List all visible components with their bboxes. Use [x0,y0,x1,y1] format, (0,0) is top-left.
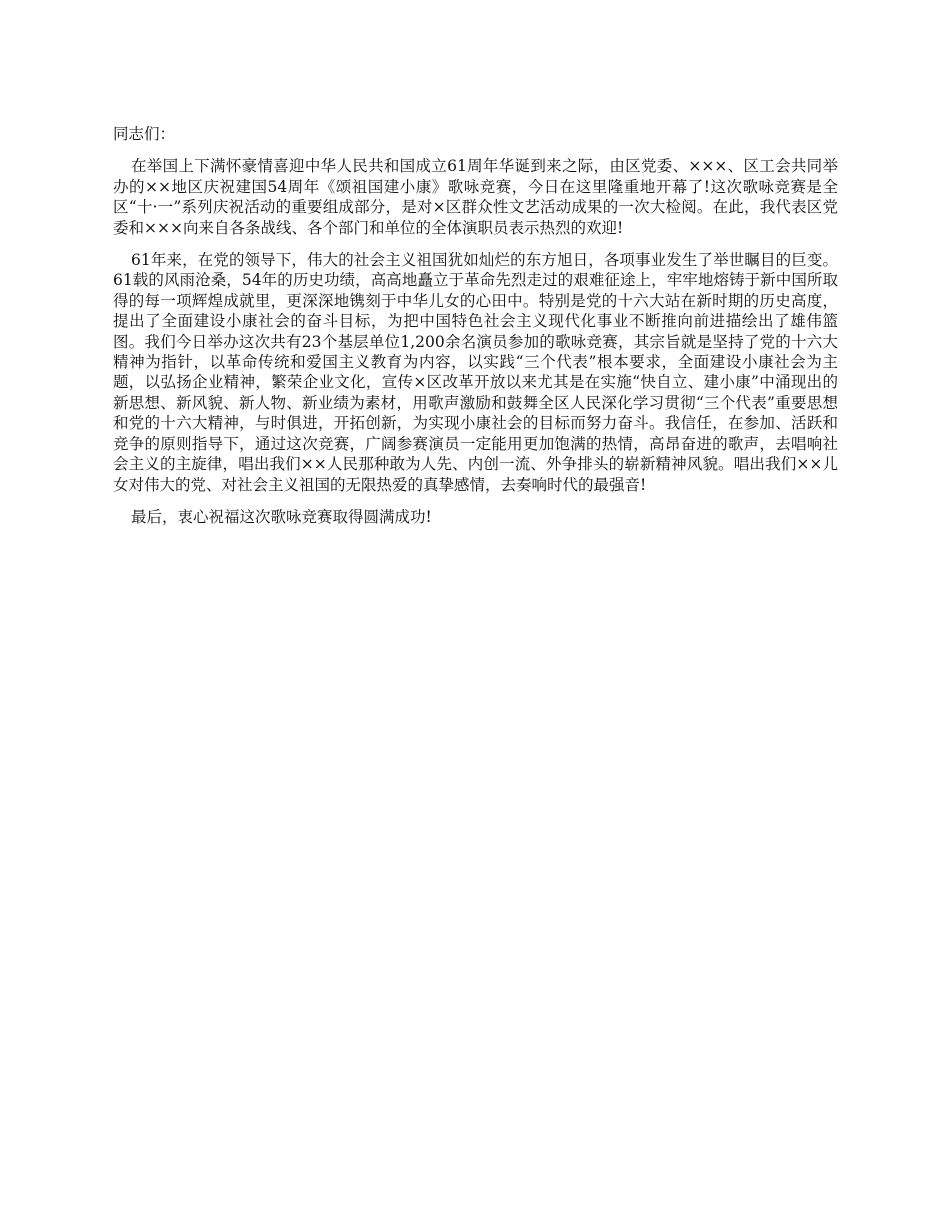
document-body [113,124,838,539]
paragraph-opening: 在举国上下满怀豪情喜迎中华人民共和国成立61周年华诞到来之际，由区党委、×××、区工会共同举办的××地区庆祝建国54周年《颂祖国建小康》歌咏竞赛，今日在这里隆重地开幕了!这次歌咏竞赛是全区“十·一”系列庆祝活动的重要组成部分，是对×区群众性文艺活动成果的一次大检阅。在此，我代表区党委和×××向来自各条战线、各个部门和单位的全体演职员表示热烈的欢迎! [113,157,838,237]
paragraph-closing: 最后，衷心祝福这次歌咏竞赛取得圆满成功! [131,507,432,526]
paragraph-main: 61年来，在党的领导下，伟大的社会主义祖国犹如灿烂的东方旭日，各项事业发生了举世瞩目的巨变。61载的风雨沧桑，54年的历史功绩，高高地矗立于革命先烈走过的艰难征途上，牢牢地熔铸于新中国所取得的每一项辉煌成就里，更深深地镌刻于中华儿女的心田中。特别是党的十六大站在新时期的历史高度，提出了全面建设小康社会的奋斗目标，为把中国特色社会主义现代化事业不断推向前进描绘出了雄伟篮图。我们今日举办这次共有23个基层单位1,200余名演员参加的歌咏竞赛，其宗旨就是坚持了党的十六大精神为指针，以革命传统和爱国主义教育为内容，以实践“三个代表”根本要求，全面建设小康社会为主题，以弘扬企业精神，繁荣企业文化，宣传×区改革开放以来尤其是在实施“快自立、建小康”中涌现出的新思想、新风貌、新人物、新业绩为素材，用歌声激励和鼓舞全区人民深化学习贯彻“三个代表”重要思想和党的十六大精神，与时俱进，开拓创新，为实现小康社会的目标而努力奋斗。我信任，在参加、活跃和竞争的原则指导下，通过这次竞赛，广阔参赛演员一定能用更加饱满的热情，高昂奋进的歌声，去唱响社会主义的主旋律，唱出我们××人民那种敢为人先、内创一流、外争排头的崭新精神风貌。唱出我们××儿女对伟大的党、对社会主义祖国的无限热爱的真挚感情，去奏响时代的最强音! [113,251,838,494]
salutation: 同志们： [113,125,176,143]
